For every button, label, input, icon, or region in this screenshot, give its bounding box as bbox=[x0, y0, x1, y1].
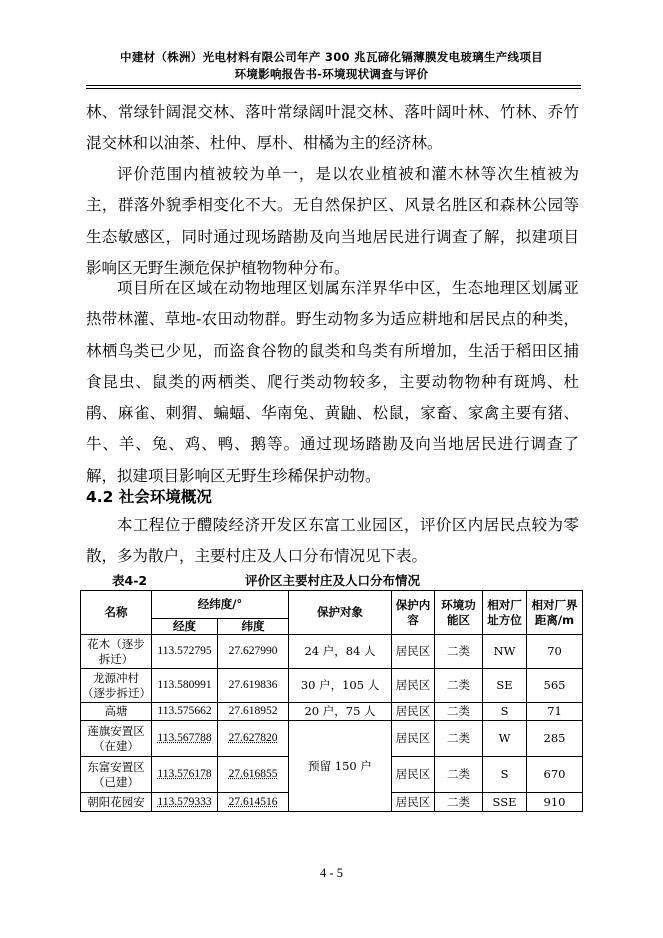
section-heading: 4.2 社会环境概况 bbox=[86, 488, 212, 506]
paragraph-text: 本工程位于醴陵经济开发区东富工业园区，评价区内居民点较为零散，多为散户，主要村庄及人口分布情况见下表。 bbox=[86, 516, 579, 566]
cell-latitude-value: 27.616855 bbox=[228, 768, 278, 780]
cell-protected-content: 居民区 bbox=[392, 669, 435, 703]
cell-latitude-value: 27.627820 bbox=[228, 732, 278, 744]
cell-direction: NW bbox=[483, 635, 527, 669]
cell-direction: SE bbox=[483, 669, 527, 703]
cell-latitude: 27.618952 bbox=[218, 703, 289, 721]
cell-distance: 70 bbox=[527, 635, 583, 669]
table-number: 表4-2 bbox=[112, 573, 148, 588]
page-number: 4 - 5 bbox=[320, 866, 343, 880]
document-header-subtitle: 环境影响报告书-环境现状调查与评价 bbox=[234, 67, 429, 81]
cell-direction: S bbox=[483, 703, 527, 721]
header-protected-content: 保护内容 bbox=[392, 591, 435, 635]
cell-name: 朝阳花园安 bbox=[81, 793, 152, 812]
cell-distance: 910 bbox=[527, 793, 583, 812]
cell-protected-content: 居民区 bbox=[392, 703, 435, 721]
cell-longitude: 113.572795 bbox=[152, 635, 218, 669]
cell-protected-target: 20 户，75 人 bbox=[289, 703, 392, 721]
cell-latitude bbox=[218, 793, 289, 812]
document-header-title: 中建材（株洲）光电材料有限公司年产 300 兆瓦碲化镉薄膜发电玻璃生产线项目 bbox=[120, 50, 543, 64]
cell-name: 龙源冲村（逐步拆迁） bbox=[81, 669, 152, 703]
paragraph-vegetation-assessment bbox=[86, 159, 579, 284]
cell-direction: S bbox=[483, 757, 527, 793]
table-row bbox=[81, 635, 583, 669]
cell-function-zone: 二类 bbox=[435, 721, 483, 757]
cell-distance: 565 bbox=[527, 669, 583, 703]
cell-latitude bbox=[218, 757, 289, 793]
cell-function-zone: 二类 bbox=[435, 703, 483, 721]
cell-protected-target-merged: 预留 150 户 bbox=[289, 721, 392, 812]
cell-distance: 670 bbox=[527, 757, 583, 793]
header-rule-thick bbox=[86, 85, 581, 86]
cell-name: 莲旗安置区（在建） bbox=[81, 721, 152, 757]
header-coordinates: 经纬度/° bbox=[152, 591, 289, 619]
cell-latitude: 27.619836 bbox=[218, 669, 289, 703]
village-population-table bbox=[80, 590, 583, 812]
cell-function-zone: 二类 bbox=[435, 757, 483, 793]
cell-longitude bbox=[152, 757, 218, 793]
cell-longitude bbox=[152, 721, 218, 757]
header-direction: 相对厂址方位 bbox=[483, 591, 527, 635]
header-latitude: 纬度 bbox=[218, 619, 289, 635]
cell-distance: 71 bbox=[527, 703, 583, 721]
table-row bbox=[81, 669, 583, 703]
cell-longitude: 113.575662 bbox=[152, 703, 218, 721]
cell-direction: SSE bbox=[483, 793, 527, 812]
cell-protected-target: 24 户，84 人 bbox=[289, 635, 392, 669]
cell-function-zone: 二类 bbox=[435, 635, 483, 669]
cell-latitude: 27.627990 bbox=[218, 635, 289, 669]
cell-name: 东富安置区（已建） bbox=[81, 757, 152, 793]
table-row bbox=[81, 703, 583, 721]
table-row bbox=[81, 721, 583, 757]
header-name: 名称 bbox=[81, 591, 152, 635]
cell-latitude bbox=[218, 721, 289, 757]
paragraph-text: 林、常绿针阔混交林、落叶常绿阔叶混交林、落叶阔叶林、竹林、乔竹混交林和以油茶、杜仲、厚朴、柑橘为主的经济林。 bbox=[86, 103, 579, 153]
cell-protected-content: 居民区 bbox=[392, 757, 435, 793]
cell-name: 高塘 bbox=[81, 703, 152, 721]
header-longitude: 经度 bbox=[152, 619, 218, 635]
cell-longitude: 113.580991 bbox=[152, 669, 218, 703]
cell-protected-content: 居民区 bbox=[392, 793, 435, 812]
cell-function-zone: 二类 bbox=[435, 793, 483, 812]
paragraph-fauna bbox=[86, 273, 579, 492]
cell-longitude bbox=[152, 793, 218, 812]
cell-function-zone: 二类 bbox=[435, 669, 483, 703]
cell-direction: W bbox=[483, 721, 527, 757]
table-title: 评价区主要村庄及人口分布情况 bbox=[245, 573, 421, 588]
paragraph-text: 项目所在区域在动物地理区划属东洋界华中区，生态地理区划属亚热带林灌、草地-农田动物群。野生动物多为适应耕地和居民点的种类，林栖鸟类已少见，而盗食谷物的鼠类和鸟类有所增加，生活于稻田区捕食昆虫、鼠类的两栖类、爬行类动物较多，主要动物物种有斑鸠、杜鹃、麻雀、刺猬、蝙蝠、华南兔、黄鼬、松鼠，家畜、家禽主要有猪、牛、羊、兔、鸡、鸭、鹅等。通过现场踏勘及向当地居民进行调查了解，拟建项目影响区无野生珍稀保护动物。 bbox=[86, 279, 579, 485]
paragraph-vegetation-types bbox=[86, 97, 579, 160]
header-function-zone: 环境功能区 bbox=[435, 591, 483, 635]
cell-name: 花木（逐步拆迁） bbox=[81, 635, 152, 669]
cell-protected-content: 居民区 bbox=[392, 721, 435, 757]
cell-latitude-value: 27.614516 bbox=[228, 795, 278, 808]
header-rule-thin bbox=[86, 88, 581, 89]
paragraph-text: 评价范围内植被较为单一，是以农业植被和灌木林等次生植被为主，群落外貌季相变化不大。无自然保护区、风景名胜区和森林公园等生态敏感区，同时通过现场踏勘及向当地居民进行调查了解，拟建项目影响区无野生濒危保护植物物种分布。 bbox=[86, 165, 579, 277]
cell-longitude-value: 113.576178 bbox=[157, 768, 212, 780]
cell-protected-content: 居民区 bbox=[392, 635, 435, 669]
cell-distance: 285 bbox=[527, 721, 583, 757]
cell-protected-target: 30 户，105 人 bbox=[289, 669, 392, 703]
header-distance: 相对厂界距离/m bbox=[527, 591, 583, 635]
paragraph-social-environment bbox=[86, 510, 579, 573]
cell-longitude-value: 113.579333 bbox=[157, 795, 212, 808]
cell-longitude-value: 113.567788 bbox=[157, 732, 212, 744]
header-protected-target: 保护对象 bbox=[289, 591, 392, 635]
